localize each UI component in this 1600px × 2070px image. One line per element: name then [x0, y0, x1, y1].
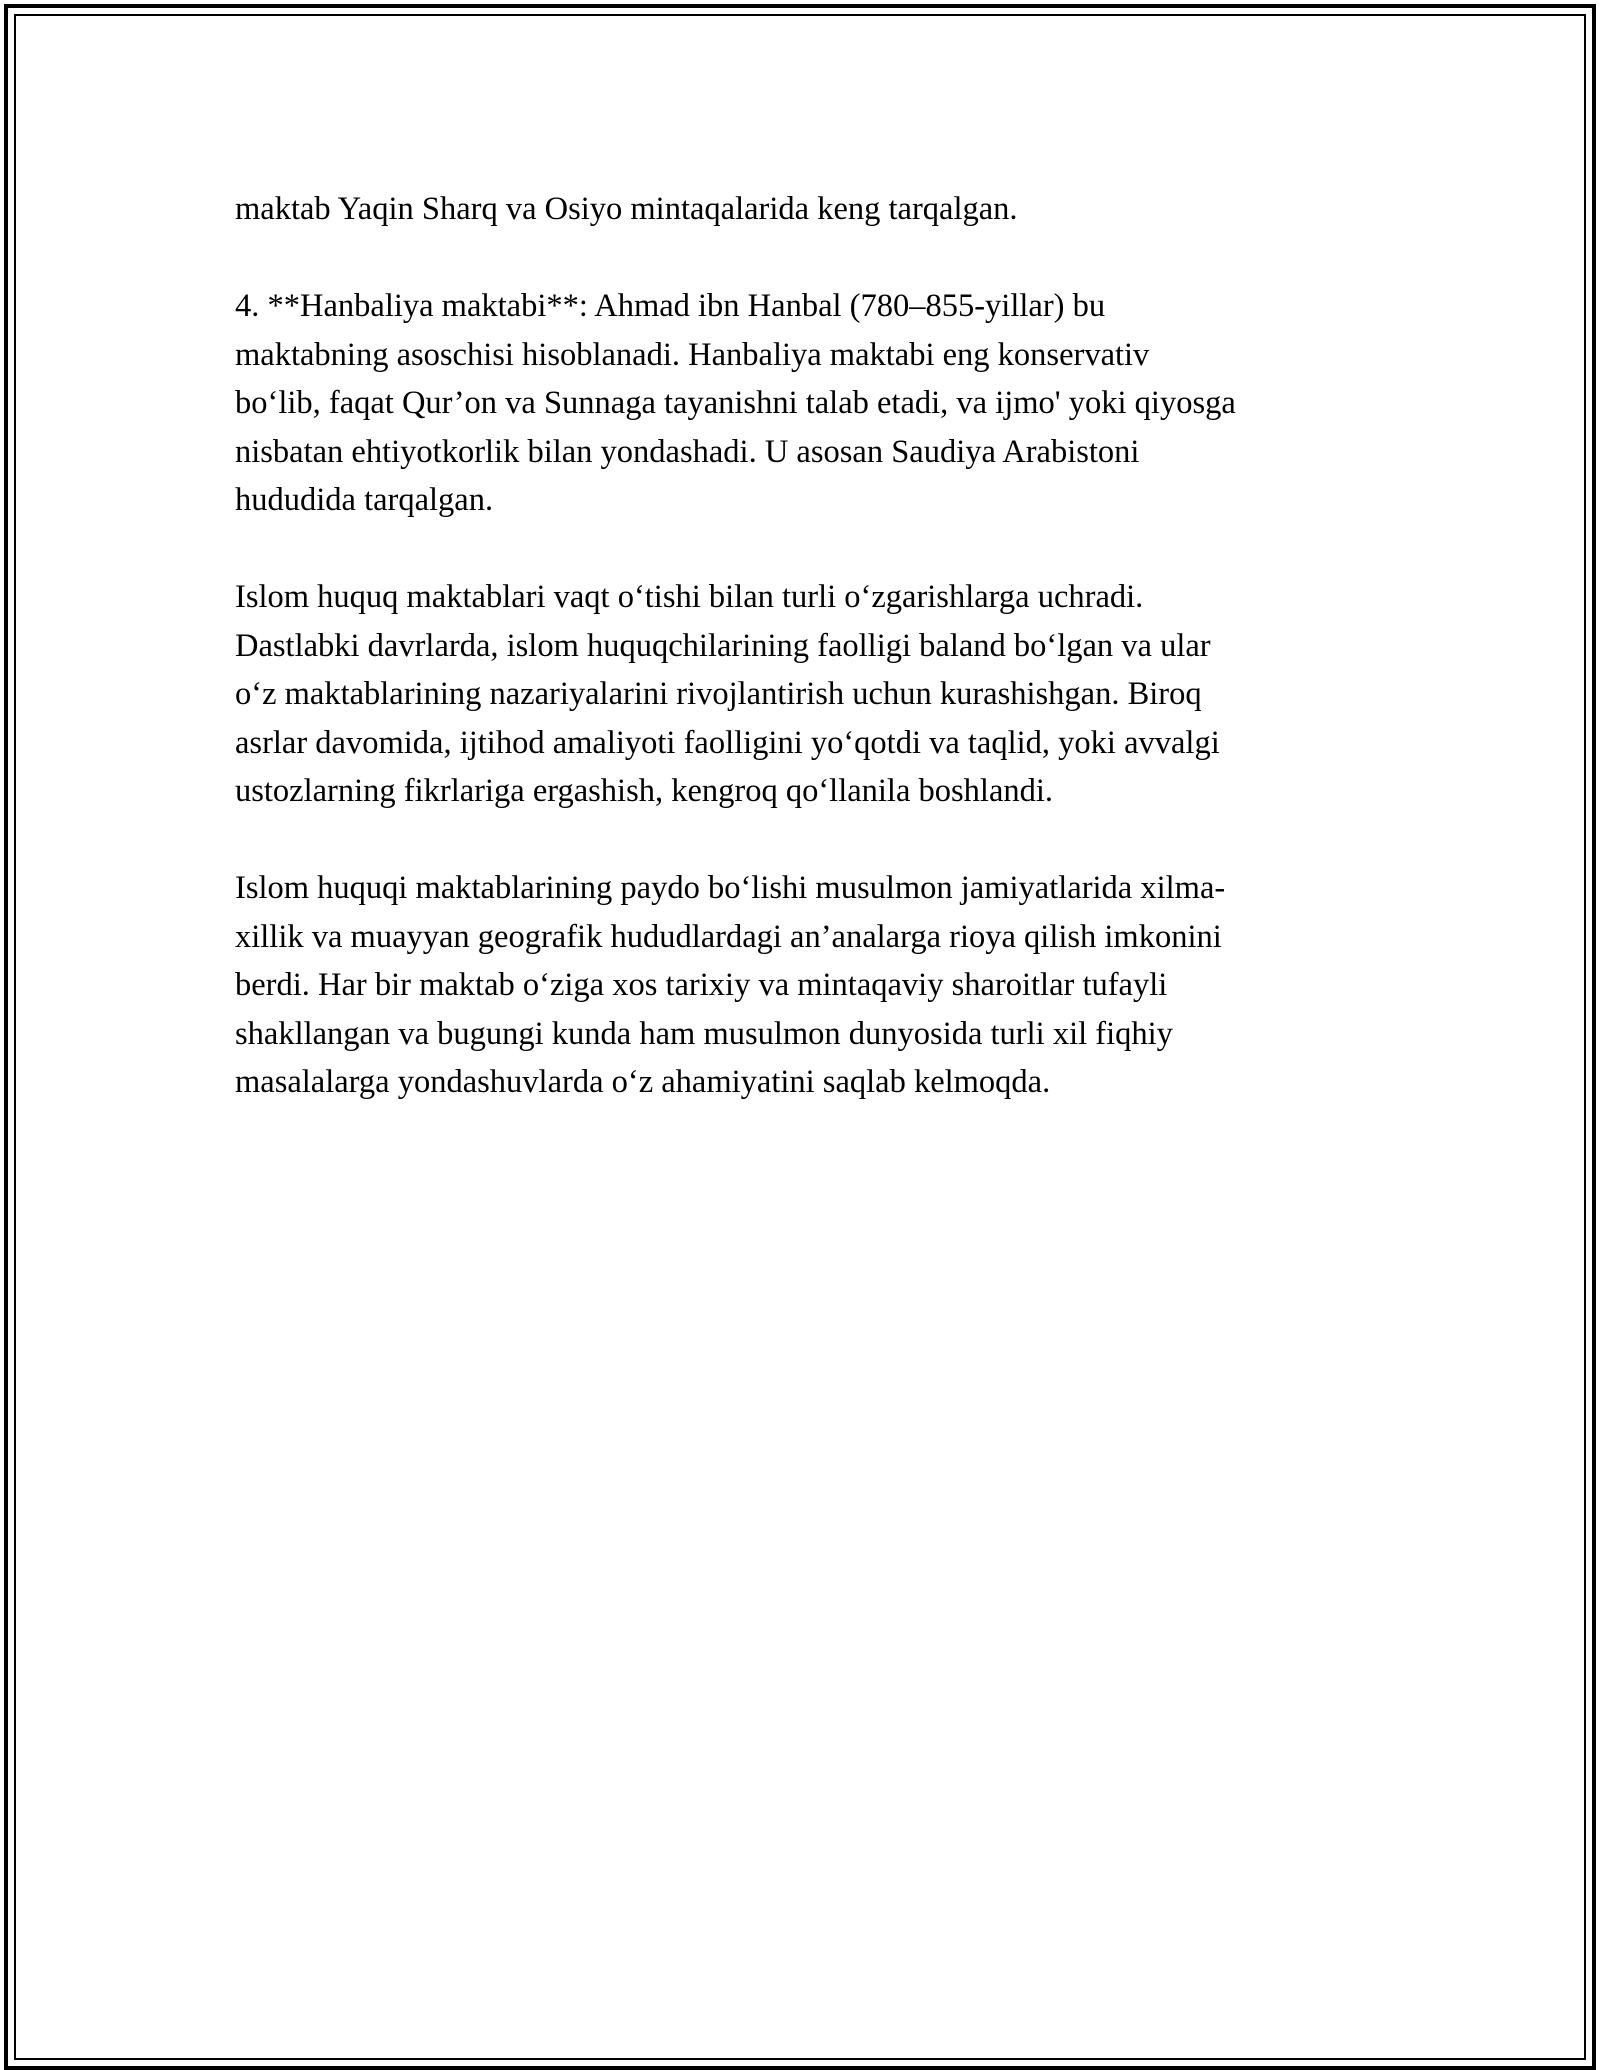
text-line: bo‘lib, faqat Qur’on va Sunnaga tayanishni talab etadi, va ijmo' yoki qiyosga [235, 385, 1236, 421]
text-line: Islom huquqi maktablarining paydo bo‘lishi musulmon jamiyatlarida xilma- [235, 870, 1226, 906]
text-line: 4. **Hanbaliya maktabi**: Ahmad ibn Hanbal (780–855-yillar) bu [235, 288, 1106, 324]
text-line: maktabning asoschisi hisoblanadi. Hanbaliya maktabi eng konservativ [235, 336, 1150, 373]
text-line: xillik va muayyan geografik hududlardagi an’analarga rioya qilish imkonini [235, 918, 1222, 955]
text-line: maktab Yaqin Sharq va Osiyo mintaqalarida keng tarqalgan. [235, 191, 1018, 227]
text-line: ustozlarning fikrlariga ergashish, kengroq qo‘llanila boshlandi. [235, 773, 1054, 809]
paragraph-continuation [235, 185, 1375, 234]
text-line: Islom huquq maktablari vaqt o‘tishi bilan turli o‘zgarishlarga uchradi. [235, 579, 1144, 615]
text-line: shakllangan va bugungi kunda ham musulmon dunyosida turli xil fiqhiy [235, 1015, 1173, 1052]
text-line: masalalarga yondashuvlarda o‘z ahamiyatini saqlab kelmoqda. [235, 1064, 1051, 1100]
text-line: hududida tarqalgan. [235, 482, 494, 518]
text-line: Dastlabki davrlarda, islom huquqchilarining faolligi baland bo‘lgan va ular [235, 627, 1211, 664]
paragraph-evolution [235, 573, 1375, 816]
text-line: asrlar davomida, ijtihod amaliyoti faolligini yo‘qotdi va taqlid, yoki avvalgi [235, 724, 1220, 761]
text-line: o‘z maktablarining nazariyalarini rivojlantirish uchun kurashishgan. Biroq [235, 676, 1202, 712]
document-body [235, 185, 1375, 1155]
text-line: nisbatan ehtiyotkorlik bilan yondashadi. U asosan Saudiya Arabistoni [235, 433, 1140, 470]
paragraph-hanbaliya [235, 282, 1375, 525]
paragraph-conclusion [235, 864, 1375, 1107]
text-line: berdi. Har bir maktab o‘ziga xos tarixiy va mintaqaviy sharoitlar tufayli [235, 967, 1168, 1003]
